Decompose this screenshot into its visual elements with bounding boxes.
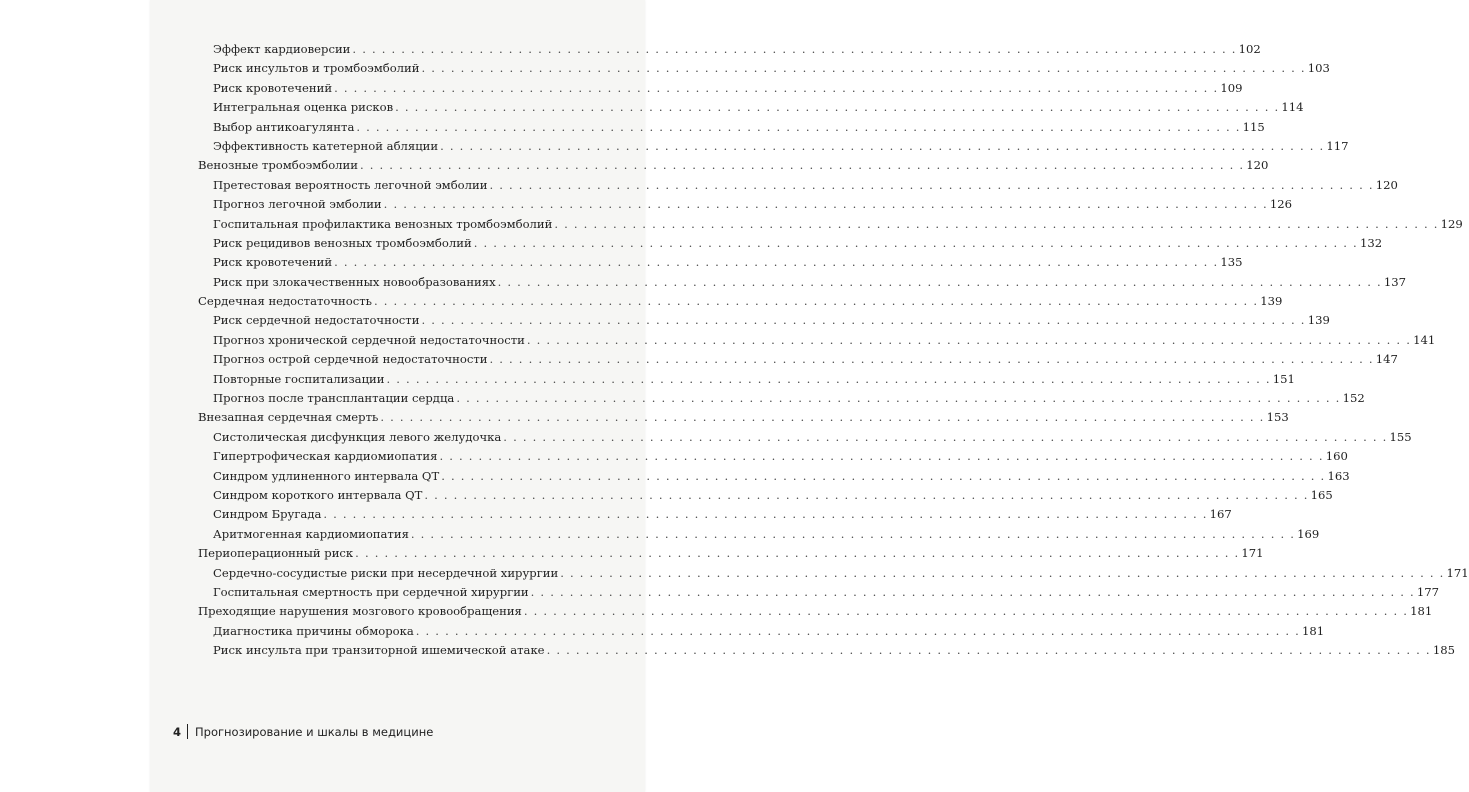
toc-page-number: 171 <box>1241 546 1264 561</box>
toc-page-number: 155 <box>1389 429 1412 444</box>
toc-title: Риск при злокачественных новообразованиях <box>213 274 496 289</box>
toc-leader-dots <box>419 311 1307 330</box>
toc-leader-dots <box>422 486 1310 505</box>
toc-subsection <box>198 79 1243 98</box>
toc-title: Прогноз легочной эмболии <box>213 197 382 212</box>
toc-leader-dots <box>522 602 1410 621</box>
toc-subsection <box>198 467 1350 486</box>
toc-title: Госпитальная смертность при сердечной хирургии <box>213 584 529 599</box>
toc-page-number: 163 <box>1327 468 1350 483</box>
toc-leader-dots <box>321 505 1209 524</box>
page-footer <box>173 724 433 739</box>
toc-title: Аритмогенная кардиомиопатия <box>213 526 409 541</box>
toc-page-number: 120 <box>1246 158 1269 173</box>
toc-subsection <box>198 234 1383 253</box>
toc-leader-dots <box>332 79 1220 98</box>
toc-leader-dots <box>372 292 1260 311</box>
toc-page-number: 165 <box>1310 487 1333 502</box>
toc-subsection <box>198 583 1440 602</box>
toc-page-number: 103 <box>1307 61 1330 76</box>
toc-leader-dots <box>496 273 1384 292</box>
toc-title: Сердечная недостаточность <box>198 294 372 309</box>
toc-page-number: 152 <box>1342 391 1365 406</box>
toc-title: Госпитальная профилактика венозных тромбоэмболий <box>213 216 553 231</box>
toc-section <box>198 292 1283 311</box>
toc-title: Гипертрофическая кардиомиопатия <box>213 449 438 464</box>
toc-section <box>198 408 1289 427</box>
toc-subsection <box>198 118 1265 137</box>
toc-subsection <box>198 176 1398 195</box>
toc-leader-dots <box>529 583 1417 602</box>
toc-title: Риск инсультов и тромбоэмболий <box>213 61 420 76</box>
toc-leader-dots <box>353 544 1241 563</box>
toc-title: Венозные тромбоэмболии <box>198 158 358 173</box>
toc-page-number: 117 <box>1326 138 1349 153</box>
toc-leader-dots <box>525 331 1413 350</box>
toc-subsection <box>198 253 1243 272</box>
toc-subsection <box>198 641 1455 660</box>
toc-leader-dots <box>378 408 1266 427</box>
toc-leader-dots <box>437 447 1325 466</box>
toc-leader-dots <box>454 389 1342 408</box>
toc-leader-dots <box>439 467 1327 486</box>
toc-page-number: 147 <box>1375 352 1398 367</box>
toc-title: Риск инсульта при транзиторной ишемической атаке <box>213 643 545 658</box>
toc-subsection <box>198 428 1412 447</box>
toc-page-number: 151 <box>1272 371 1295 386</box>
toc-leader-dots <box>393 98 1281 117</box>
toc-page-number: 120 <box>1375 177 1398 192</box>
toc-subsection <box>198 389 1365 408</box>
toc-page-number: 132 <box>1359 235 1383 250</box>
toc-title: Риск рецидивов венозных тромбоэмболий <box>213 235 472 250</box>
toc-page-number: 137 <box>1383 274 1407 289</box>
toc-page-number: 160 <box>1325 449 1348 464</box>
toc-leader-dots <box>420 59 1308 78</box>
toc-subsection <box>198 40 1261 59</box>
toc-title: Эффективность катетерной абляции <box>213 138 439 153</box>
toc-subsection <box>198 447 1348 466</box>
toc-leader-dots <box>472 234 1360 253</box>
toc-page-number: 177 <box>1416 584 1440 599</box>
toc-subsection <box>198 98 1304 117</box>
toc-title: Диагностика причины обморока <box>213 623 414 638</box>
toc-subsection <box>198 273 1407 292</box>
toc-title: Выбор антикоагулянта <box>213 119 355 134</box>
toc-subsection <box>198 486 1333 505</box>
toc-subsection <box>198 505 1232 524</box>
toc-title: Синдром удлиненного интервала QT <box>213 468 440 483</box>
toc-page-number: 126 <box>1269 197 1293 212</box>
toc-section <box>198 156 1269 175</box>
toc-page-number: 135 <box>1220 255 1243 270</box>
toc-page-number: 169 <box>1297 526 1320 541</box>
toc-subsection <box>198 350 1398 369</box>
toc-subsection <box>198 525 1320 544</box>
toc-subsection <box>198 215 1463 234</box>
toc-title: Внезапная сердечная смерть <box>198 410 379 425</box>
toc-title: Сердечно-сосудистые риски при несердечной хирургии <box>213 565 559 580</box>
toc-subsection <box>198 59 1330 78</box>
toc-page-number: 115 <box>1242 119 1265 134</box>
toc-title: Прогноз после трансплантации сердца <box>213 391 455 406</box>
toc-section <box>198 602 1433 621</box>
table-of-contents <box>198 40 1469 661</box>
toc-section <box>198 544 1264 563</box>
toc-page-number: 139 <box>1260 294 1283 309</box>
toc-page-number: 129 <box>1440 216 1463 231</box>
toc-title: Систолическая дисфункция левого желудочка <box>213 429 502 444</box>
toc-page-number: 181 <box>1302 623 1325 638</box>
toc-leader-dots <box>358 156 1246 175</box>
toc-title: Риск кровотечений <box>213 255 333 270</box>
toc-subsection <box>198 311 1330 330</box>
toc-leader-dots <box>558 564 1446 583</box>
toc-leader-dots <box>488 350 1376 369</box>
toc-page-number: 185 <box>1432 643 1455 658</box>
toc-title: Претестовая вероятность легочной эмболии <box>213 177 488 192</box>
toc-title: Периоперационный риск <box>198 546 354 561</box>
toc-title: Синдром короткого интервала QT <box>213 487 423 502</box>
toc-page-number: 139 <box>1307 313 1330 328</box>
toc-page-number: 102 <box>1238 42 1261 56</box>
toc-title: Риск сердечной недостаточности <box>213 313 420 328</box>
toc-title: Преходящие нарушения мозгового кровообращения <box>198 604 522 619</box>
toc-subsection <box>198 195 1293 214</box>
toc-leader-dots <box>354 118 1242 137</box>
toc-page-number: 181 <box>1410 604 1433 619</box>
toc-subsection <box>198 622 1325 641</box>
toc-title: Интегральная оценка рисков <box>213 100 394 115</box>
toc-leader-dots <box>545 641 1433 660</box>
toc-leader-dots <box>552 215 1440 234</box>
toc-title: Повторные госпитализации <box>213 371 385 386</box>
toc-leader-dots <box>385 370 1273 389</box>
toc-leader-dots <box>409 525 1297 544</box>
toc-leader-dots <box>382 195 1270 214</box>
toc-subsection <box>198 331 1436 350</box>
toc-leader-dots <box>487 176 1375 195</box>
toc-leader-dots <box>332 253 1220 272</box>
footer-divider <box>187 724 188 739</box>
toc-title: Прогноз хронической сердечной недостаточности <box>213 332 525 347</box>
toc-leader-dots <box>501 428 1389 447</box>
book-title: Прогнозирование и шкалы в медицине <box>195 724 434 739</box>
toc-title: Эффект кардиоверсии <box>213 42 351 56</box>
toc-leader-dots <box>438 137 1326 156</box>
toc-subsection <box>198 564 1469 583</box>
toc-title: Риск кровотечений <box>213 80 333 95</box>
toc-title: Прогноз острой сердечной недостаточности <box>213 352 488 367</box>
toc-page-number: 114 <box>1281 100 1304 115</box>
toc-subsection <box>198 137 1349 156</box>
toc-title: Синдром Бругада <box>213 507 322 522</box>
toc-leader-dots <box>414 622 1302 641</box>
toc-page-number: 171 <box>1446 565 1469 580</box>
toc-page-number: 167 <box>1209 507 1232 522</box>
toc-leader-dots <box>350 40 1238 59</box>
page-number: 4 <box>173 724 182 739</box>
toc-subsection <box>198 370 1295 389</box>
toc-page-number: 141 <box>1413 332 1436 347</box>
toc-page-number: 109 <box>1220 80 1243 95</box>
toc-page-number: 153 <box>1266 410 1289 425</box>
